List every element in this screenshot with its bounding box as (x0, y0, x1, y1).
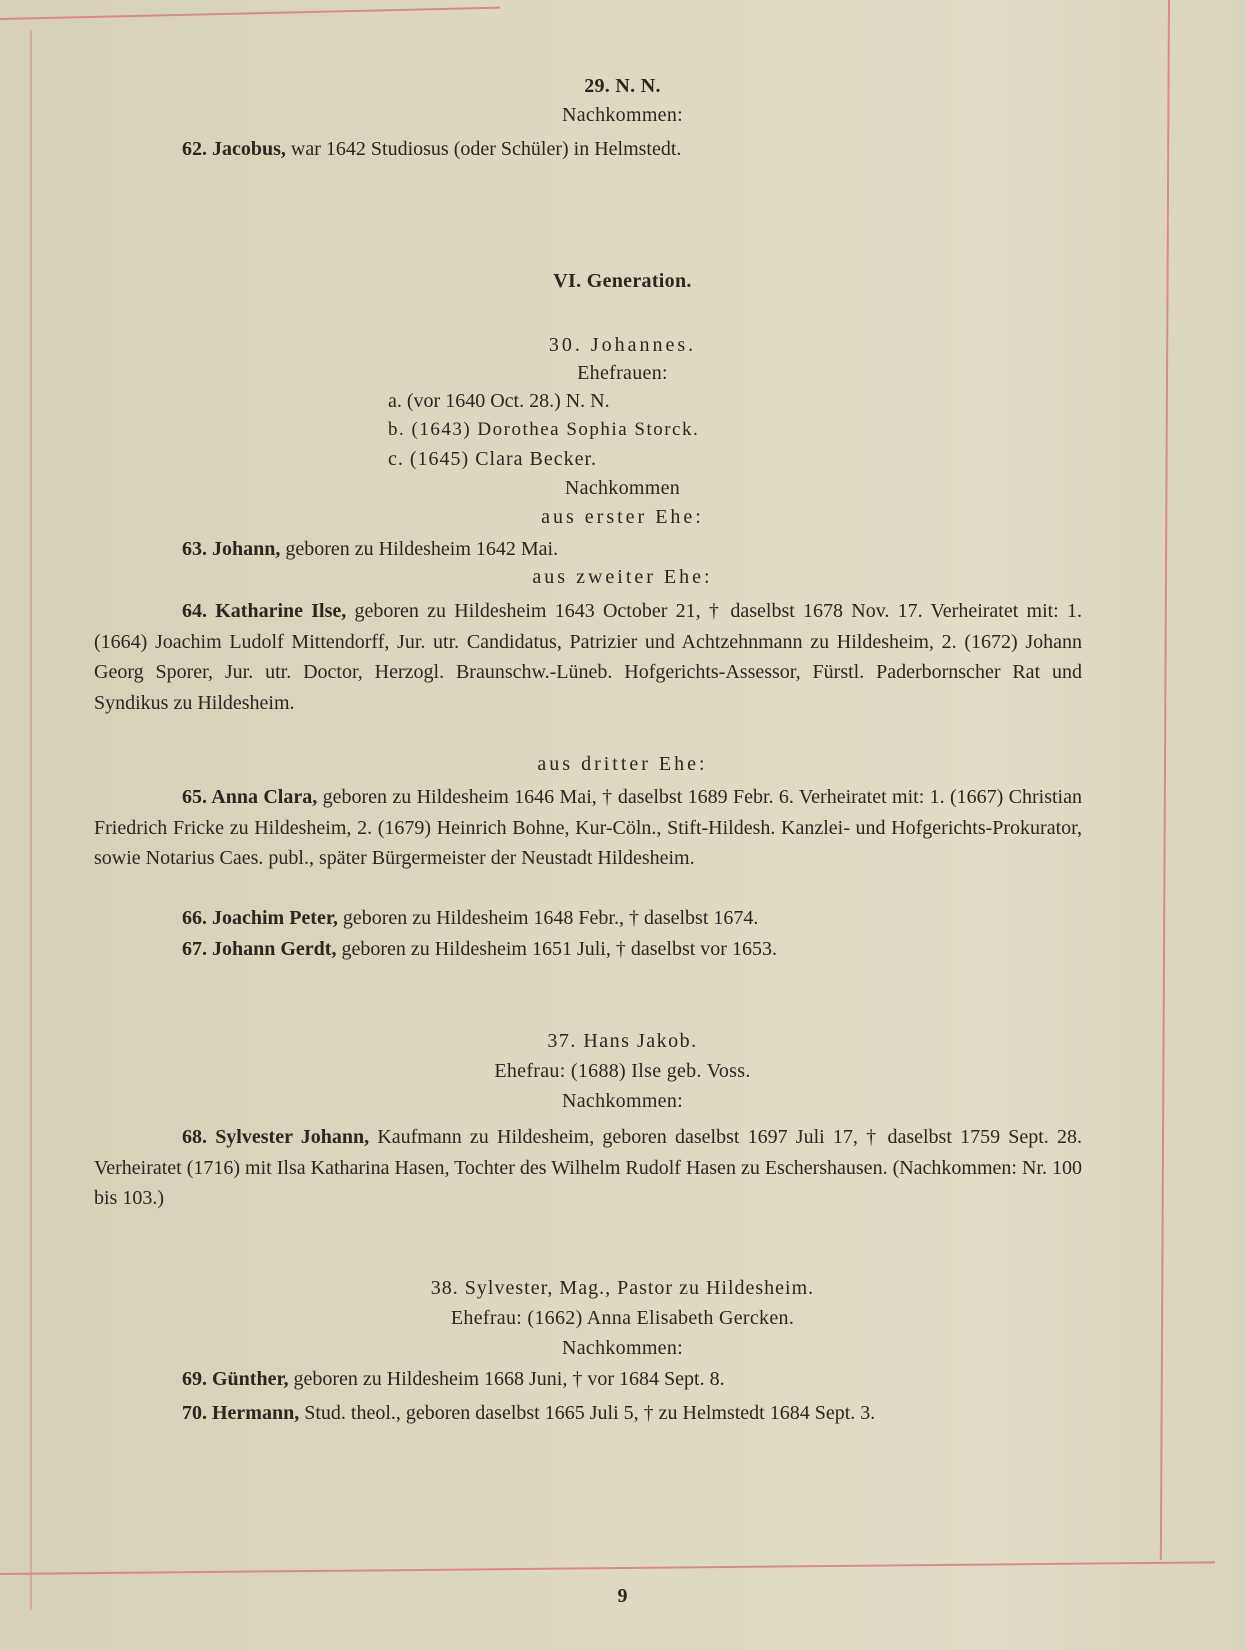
entry-67-text: geboren zu Hildesheim 1651 Juli, † daselbst vor 1653. (336, 938, 777, 960)
entry-63-text: geboren zu Hildesheim 1642 Mai. (280, 538, 559, 560)
entry-69 (182, 1368, 725, 1391)
aus-dritter-ehe: aus dritter Ehe: (537, 753, 708, 775)
entry-63 (182, 538, 558, 561)
entry-62-name: 62. Jacobus, (182, 138, 286, 160)
bottom-rule (0, 1561, 1215, 1575)
entry-70-text: Stud. theol., geboren daselbst 1665 Juli 5, † zu Helmstedt 1684 Sept. 3. (299, 1402, 876, 1424)
entry-68-text: Kaufmann zu Hildesheim, geboren daselbst 1697 Juli 17, † daselbst 1759 Sept. 28. Verheiratet (1716) mit Ilsa Katharina Hasen, Tochter des Wilhelm Rudolf Hasen zu Eschershausen. (Nachkommen: Nr. 100 bis 103.) (94, 1126, 1082, 1209)
entry-62-text: war 1642 Studiosus (oder Schüler) in Helmstedt. (285, 138, 682, 160)
section-38-heading: 38. Sylvester, Mag., Pastor zu Hildesheim. (430, 1277, 815, 1299)
entry-66 (182, 907, 758, 930)
entry-64-name: 64. Katharine Ilse, (182, 600, 347, 622)
section-30-ehefrauen: Ehefrauen: (577, 362, 668, 384)
entry-67-name: 67. Johann Gerdt, (182, 938, 337, 960)
entry-69-text: geboren zu Hildesheim 1668 Juni, † vor 1684 Sept. 8. (288, 1368, 725, 1390)
entry-68-name: 68. Sylvester Johann, (182, 1126, 370, 1148)
section-30-nachkommen: Nachkommen (564, 477, 681, 499)
section-38-nachkommen: Nachkommen: (561, 1337, 684, 1359)
section-29-nachkommen: Nachkommen: (561, 104, 684, 126)
entry-70-name: 70. Hermann, (182, 1402, 300, 1424)
section-30-heading: 30. Johannes. (548, 334, 697, 356)
aus-zweiter-ehe: aus zweiter Ehe: (532, 566, 713, 588)
entry-64-text: geboren zu Hildesheim 1643 October 21, † daselbst 1678 Nov. 17. Verheiratet mit: 1. (1664) Joachim Ludolf Mittendorff, Jur. utr. Candidatus, Patrizier und Achtzehnmann zu Hildesheim, 2. (1672) Johann Georg Sporer, Jur. utr. Doctor, Herzogl. Braunschw.-Lüneb. Hofgerichts-Assessor, Fürstl. Paderbornscher Rat und Syndikus zu Hildesheim. (94, 600, 1082, 714)
entry-63-name: 63. Johann, (182, 538, 281, 560)
wife-a: a. (vor 1640 Oct. 28.) N. N. (388, 390, 610, 412)
entry-70 (94, 1398, 1082, 1429)
entry-67 (182, 938, 777, 961)
wife-b: b. (1643) Dorothea Sophia Storck. (388, 419, 700, 440)
entry-68 (94, 1122, 1082, 1214)
entry-65-name: 65. Anna Clara, (182, 786, 318, 808)
entry-66-name: 66. Joachim Peter, (182, 907, 338, 929)
left-rule (30, 30, 32, 1610)
section-29-heading: 29. N. N. (584, 75, 661, 97)
page-number: 9 (617, 1585, 628, 1607)
entry-65 (94, 782, 1082, 874)
section-37-ehefrau: Ehefrau: (1688) Ilse geb. Voss. (494, 1060, 751, 1082)
entry-69-name: 69. Günther, (182, 1368, 289, 1390)
top-rule (0, 7, 500, 20)
entry-66-text: geboren zu Hildesheim 1648 Febr., † daselbst 1674. (337, 907, 759, 929)
section-37-nachkommen: Nachkommen: (561, 1090, 684, 1112)
entry-64 (94, 596, 1082, 718)
aus-erster-ehe: aus erster Ehe: (541, 506, 704, 528)
section-38-ehefrau: Ehefrau: (1662) Anna Elisabeth Gercken. (450, 1307, 795, 1329)
generation-heading: VI. Generation. (553, 270, 692, 292)
entry-65-text: geboren zu Hildesheim 1646 Mai, † daselbst 1689 Febr. 6. Verheiratet mit: 1. (1667) Christian Friedrich Fricke zu Hildesheim, 2. (1679) Heinrich Bohne, Kur-Cöln., Stift-Hildesh. Kanzlei- und Hofgerichts-Prokurator, sowie Notarius Caes. publ., später Bürgermeister der Neustadt Hildesheim. (94, 786, 1082, 869)
section-37-heading: 37. Hans Jakob. (547, 1030, 698, 1052)
wife-c: c. (1645) Clara Becker. (388, 448, 598, 470)
entry-62 (182, 138, 681, 161)
